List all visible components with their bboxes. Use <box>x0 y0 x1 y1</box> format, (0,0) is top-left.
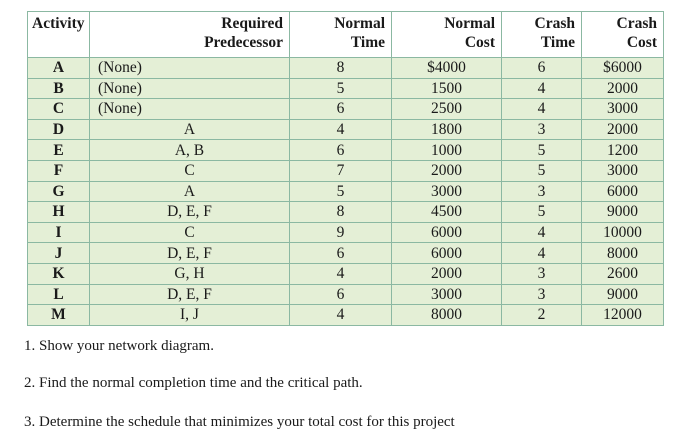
cell-activity: J <box>28 243 90 264</box>
cell-activity: E <box>28 140 90 161</box>
cell-crash-cost: $6000 <box>582 58 664 79</box>
cell-predecessor: D, E, F <box>90 284 290 305</box>
cell-crash-time: 5 <box>502 202 582 223</box>
cell-normal-cost: 2500 <box>392 99 502 120</box>
header-crash-time-line1: Crash <box>534 15 575 32</box>
cell-normal-cost: 1500 <box>392 78 502 99</box>
cell-crash-cost: 10000 <box>582 222 664 243</box>
header-activity-line1: Activity <box>32 15 85 32</box>
cell-normal-cost: 6000 <box>392 243 502 264</box>
cell-crash-time: 3 <box>502 181 582 202</box>
cell-normal-time: 6 <box>290 243 392 264</box>
cell-predecessor: D, E, F <box>90 243 290 264</box>
question-1: 1. Show your network diagram. <box>24 338 214 354</box>
cell-normal-cost: 8000 <box>392 305 502 326</box>
table-row <box>28 58 664 79</box>
cell-normal-cost: 1800 <box>392 119 502 140</box>
cell-normal-time: 6 <box>290 140 392 161</box>
cell-normal-cost: 3000 <box>392 284 502 305</box>
table-row <box>28 160 664 181</box>
cell-crash-time: 3 <box>502 284 582 305</box>
cell-predecessor: C <box>90 160 290 181</box>
cell-crash-time: 5 <box>502 160 582 181</box>
table-row <box>28 181 664 202</box>
table-row <box>28 140 664 161</box>
cell-normal-cost: 1000 <box>392 140 502 161</box>
cell-normal-cost: $4000 <box>392 58 502 79</box>
cell-crash-cost: 9000 <box>582 202 664 223</box>
table-row <box>28 119 664 140</box>
cell-crash-time: 6 <box>502 58 582 79</box>
cell-predecessor: G, H <box>90 263 290 284</box>
cell-normal-cost: 4500 <box>392 202 502 223</box>
cell-crash-time: 4 <box>502 243 582 264</box>
cell-normal-time: 8 <box>290 202 392 223</box>
cell-normal-time: 5 <box>290 78 392 99</box>
cell-normal-time: 4 <box>290 305 392 326</box>
cell-crash-time: 3 <box>502 263 582 284</box>
cell-predecessor: I, J <box>90 305 290 326</box>
cell-normal-cost: 6000 <box>392 222 502 243</box>
cell-crash-cost: 1200 <box>582 140 664 161</box>
cell-normal-cost: 2000 <box>392 160 502 181</box>
cell-normal-time: 6 <box>290 99 392 120</box>
table-row <box>28 263 664 284</box>
cell-normal-time: 5 <box>290 181 392 202</box>
header-crash-cost <box>582 12 664 58</box>
cell-crash-cost: 2000 <box>582 78 664 99</box>
header-crash-time <box>502 12 582 58</box>
header-normal-time-line2: Time <box>350 34 385 51</box>
cell-predecessor: C <box>90 222 290 243</box>
cell-crash-time: 4 <box>502 78 582 99</box>
header-crash-time-line2: Time <box>540 34 575 51</box>
question-3: 3. Determine the schedule that minimizes your total cost for this project <box>24 414 455 430</box>
activity-table <box>27 11 664 326</box>
header-predecessor-line2: Predecessor <box>204 34 283 51</box>
table-row <box>28 243 664 264</box>
cell-crash-cost: 6000 <box>582 181 664 202</box>
cell-activity: M <box>28 305 90 326</box>
cell-normal-time: 9 <box>290 222 392 243</box>
header-normal-cost <box>392 12 502 58</box>
cell-predecessor: (None) <box>90 78 290 99</box>
table-row <box>28 99 664 120</box>
cell-normal-time: 6 <box>290 284 392 305</box>
header-predecessor-line1: Required <box>221 15 283 32</box>
cell-predecessor: D, E, F <box>90 202 290 223</box>
cell-normal-cost: 3000 <box>392 181 502 202</box>
cell-activity: K <box>28 263 90 284</box>
header-crash-cost-line1: Crash <box>616 15 657 32</box>
cell-normal-time: 8 <box>290 58 392 79</box>
cell-normal-time: 7 <box>290 160 392 181</box>
cell-predecessor: A, B <box>90 140 290 161</box>
cell-crash-time: 3 <box>502 119 582 140</box>
cell-predecessor: A <box>90 181 290 202</box>
cell-predecessor: (None) <box>90 99 290 120</box>
cell-crash-cost: 9000 <box>582 284 664 305</box>
cell-predecessor: A <box>90 119 290 140</box>
table-row <box>28 305 664 326</box>
cell-crash-time: 4 <box>502 222 582 243</box>
cell-crash-cost: 3000 <box>582 99 664 120</box>
cell-crash-time: 4 <box>502 99 582 120</box>
table-row <box>28 222 664 243</box>
table-row <box>28 202 664 223</box>
cell-activity: B <box>28 78 90 99</box>
header-normal-time <box>290 12 392 58</box>
cell-normal-cost: 2000 <box>392 263 502 284</box>
cell-crash-cost: 3000 <box>582 160 664 181</box>
cell-crash-cost: 8000 <box>582 243 664 264</box>
cell-activity: H <box>28 202 90 223</box>
header-required-predecessor <box>90 12 290 58</box>
cell-activity: C <box>28 99 90 120</box>
cell-crash-time: 5 <box>502 140 582 161</box>
header-normal-cost-line1: Normal <box>444 15 495 32</box>
header-normal-cost-line2: Cost <box>464 34 495 51</box>
activity-table-container <box>27 11 663 326</box>
cell-activity: G <box>28 181 90 202</box>
table-header-row <box>28 12 664 58</box>
header-activity <box>28 12 90 58</box>
cell-activity: I <box>28 222 90 243</box>
table-row <box>28 284 664 305</box>
question-2: 2. Find the normal completion time and the critical path. <box>24 375 363 391</box>
header-normal-time-line1: Normal <box>334 15 385 32</box>
cell-crash-cost: 2600 <box>582 263 664 284</box>
cell-normal-time: 4 <box>290 119 392 140</box>
header-crash-cost-line2: Cost <box>626 34 657 51</box>
table-row <box>28 78 664 99</box>
cell-crash-cost: 12000 <box>582 305 664 326</box>
cell-crash-time: 2 <box>502 305 582 326</box>
cell-predecessor: (None) <box>90 58 290 79</box>
cell-activity: D <box>28 119 90 140</box>
cell-activity: A <box>28 58 90 79</box>
cell-activity: F <box>28 160 90 181</box>
cell-crash-cost: 2000 <box>582 119 664 140</box>
cell-activity: L <box>28 284 90 305</box>
cell-normal-time: 4 <box>290 263 392 284</box>
